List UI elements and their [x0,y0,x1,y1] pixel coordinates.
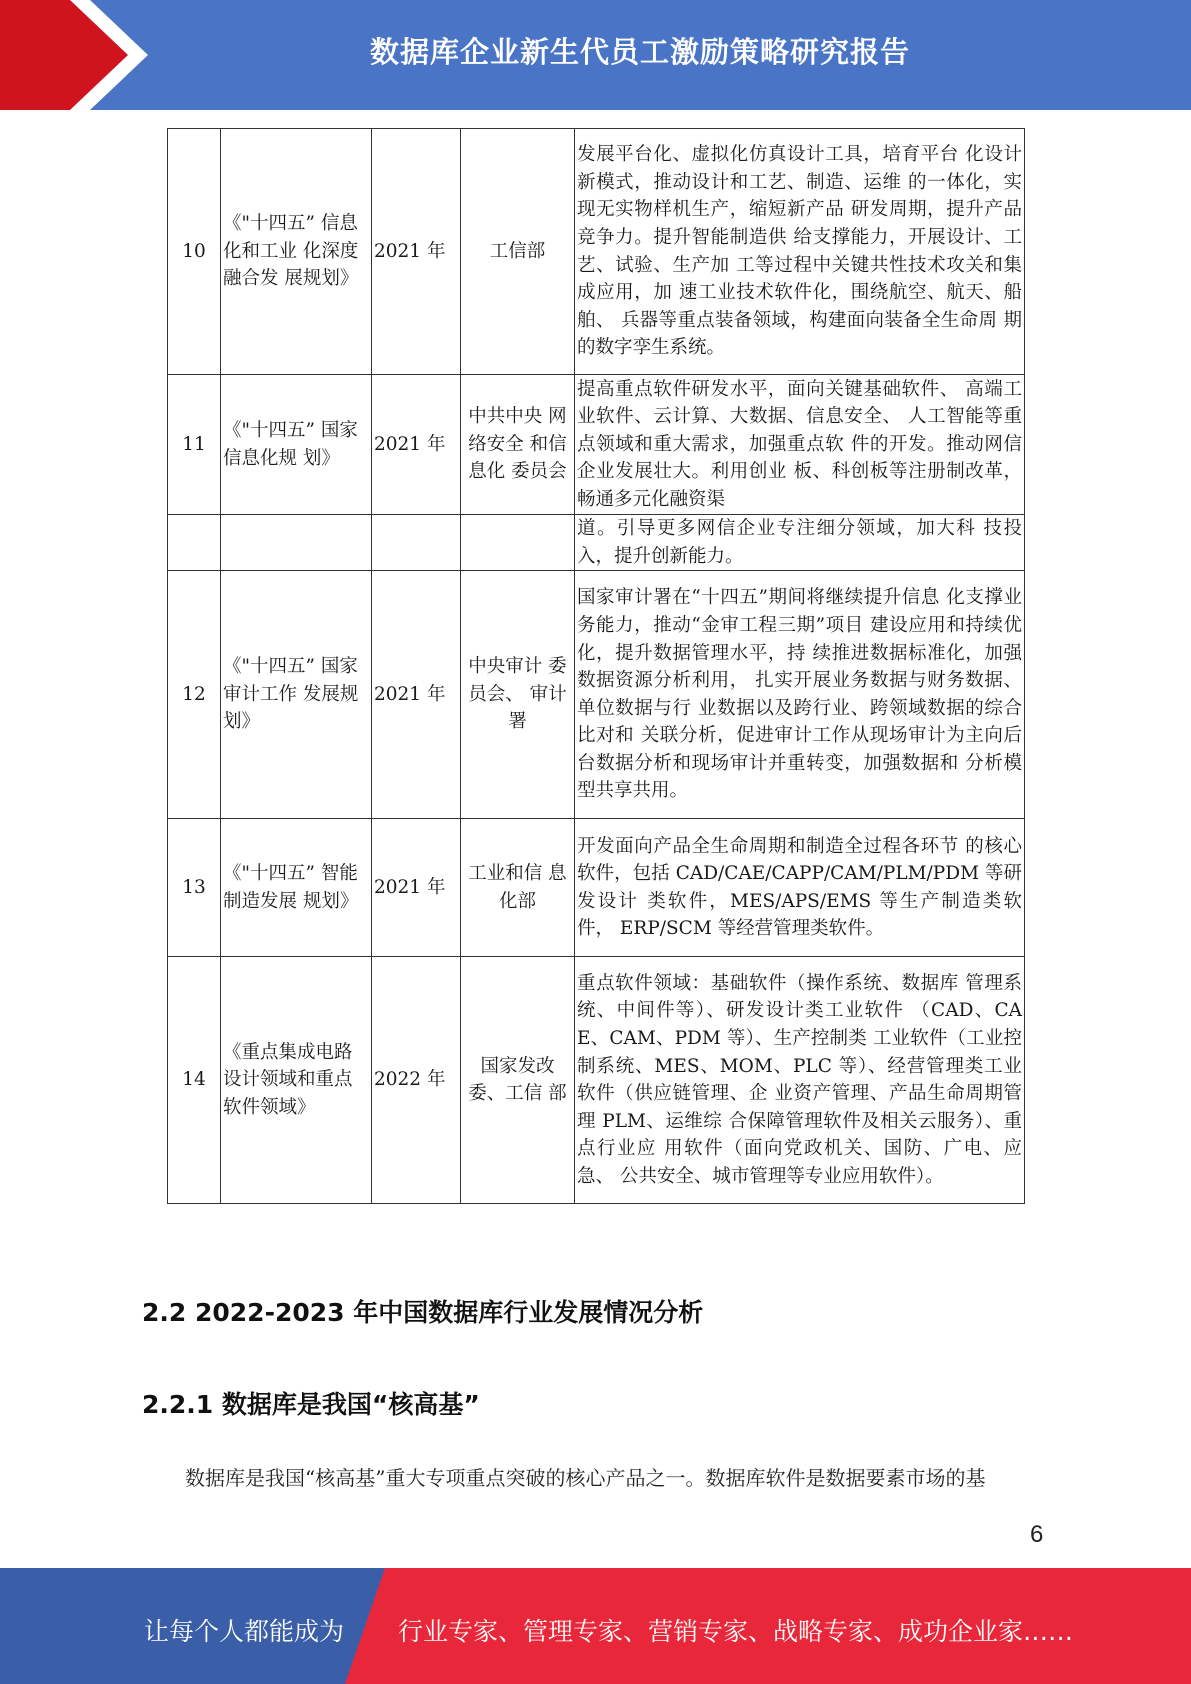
policy-year: 2021 年 [372,129,461,375]
table-row [168,571,1025,819]
policy-name: 《"十四五” 国家审计工作 发展规划》 [221,571,372,819]
page-footer [0,1568,1191,1684]
policy-content: 提高重点软件研发水平，面向关键基础软件、 高端工业软件、云计算、大数据、信息安全、 人工智能等重点领域和重大需求，加强重点软 件的开发。推动网信企业发展壮大。利用创业 板、科创板等注册制改革，畅通多元化融资渠 [575,375,1025,515]
policy-table [167,128,1025,1204]
policy-name [221,515,372,571]
policy-content: 重点软件领域：基础软件（操作系统、数据库 管理系统、中间件等）、研发设计类工业软件 （CAD、CAE、CAM、PDM 等）、生产控制类 工业软件（工业控制系统、MES、MOM、PLC 等）、经营管理类工业软件（供应链管理、企 业资产管理、产品生命周期管理 PLM、运维综 合保障管理软件及相关云服务）、重点行业应 用软件（面向党政机关、国防、广电、应急、 公共安全、城市管理等专业应用软件）。 [575,957,1025,1204]
footer-slogan-right: 行业专家、管理专家、营销专家、战略专家、成功企业家…… [398,1617,1074,1646]
policy-name: 《"十四五” 国家信息化规 划》 [221,375,372,515]
policy-year: 2021 年 [372,571,461,819]
issuing-org: 中共中央 网络安全 和信息化 委员会 [461,375,575,515]
issuing-org: 中央审计 委员会、 审计署 [461,571,575,819]
issuing-org: 工业和信 息化部 [461,819,575,957]
policy-year: 2021 年 [372,819,461,957]
row-number: 12 [168,571,221,819]
issuing-org: 国家发改委、工信 部 [461,957,575,1204]
policy-name: 《"十四五” 智能制造发展 规划》 [221,819,372,957]
issuing-org: 工信部 [461,129,575,375]
row-number: 11 [168,375,221,515]
table-row [168,375,1025,515]
header-title: 数据库企业新生代员工激励策略研究报告 [369,35,910,69]
page-number: 6 [1030,1521,1044,1548]
table-row [168,515,1025,571]
policy-content: 道。引导更多网信企业专注细分领域，加大科 技投入，提升创新能力。 [575,515,1025,571]
row-number: 10 [168,129,221,375]
section-heading: 2.2 2022-2023 年中国数据库行业发展情况分析 [142,1298,704,1327]
policy-year: 2021 年 [372,375,461,515]
policy-content: 发展平台化、虚拟化仿真设计工具，培育平台 化设计新模式，推动设计和工艺、制造、运维 的一体化，实现无实物样机生产，缩短新产品 研发周期，提升产品竞争力。提升智能制造供 给支撑能力，开展设计、工艺、试验、生产加 工等过程中关键共性技术攻关和集成应用，加 速工业技术软件化，围绕航空、航天、船舶、 兵器等重点装备领域，构建面向装备全生命周 期的数字孪生系统。 [575,129,1025,375]
table-row [168,129,1025,375]
policy-year [372,515,461,571]
page-header [0,0,1191,110]
row-number: 13 [168,819,221,957]
footer-slogan-left: 让每个人都能成为 [144,1617,345,1646]
row-number [168,515,221,571]
table-row [168,819,1025,957]
policy-content: 国家审计署在“十四五”期间将继续提升信息 化支撑业务能力，推动“金审工程三期”项目 建设应用和持续优化，提升数据管理水平，持 续推进数据标准化，加强数据资源分析利用， 扎实开展业务数据与财务数据、单位数据与行 业数据以及跨行业、跨领域数据的综合比对和 关联分析，促进审计工作从现场审计为主向后 台数据分析和现场审计并重转变，加强数据和 分析模型共享共用。 [575,571,1025,819]
issuing-org [461,515,575,571]
subsection-heading: 2.2.1 数据库是我国“核高基” [142,1390,480,1419]
body-paragraph: 数据库是我国“核高基”重大专项重点突破的核心产品之一。数据库软件是数据要素市场的基 [185,1466,986,1490]
policy-year: 2022 年 [372,957,461,1204]
table-row [168,957,1025,1204]
policy-name: 《"十四五” 信息化和工业 化深度融合发 展规划》 [221,129,372,375]
policy-name: 《重点集成电路设计领域和重点软件领域》 [221,957,372,1204]
policy-content: 开发面向产品全生命周期和制造全过程各环节 的核心软件，包括 CAD/CAE/CAPP/CAM/PLM/PDM 等研发设计 类软件，MES/APS/EMS 等生产制造类软件， ERP/SCM 等经营管理类软件。 [575,819,1025,957]
row-number: 14 [168,957,221,1204]
